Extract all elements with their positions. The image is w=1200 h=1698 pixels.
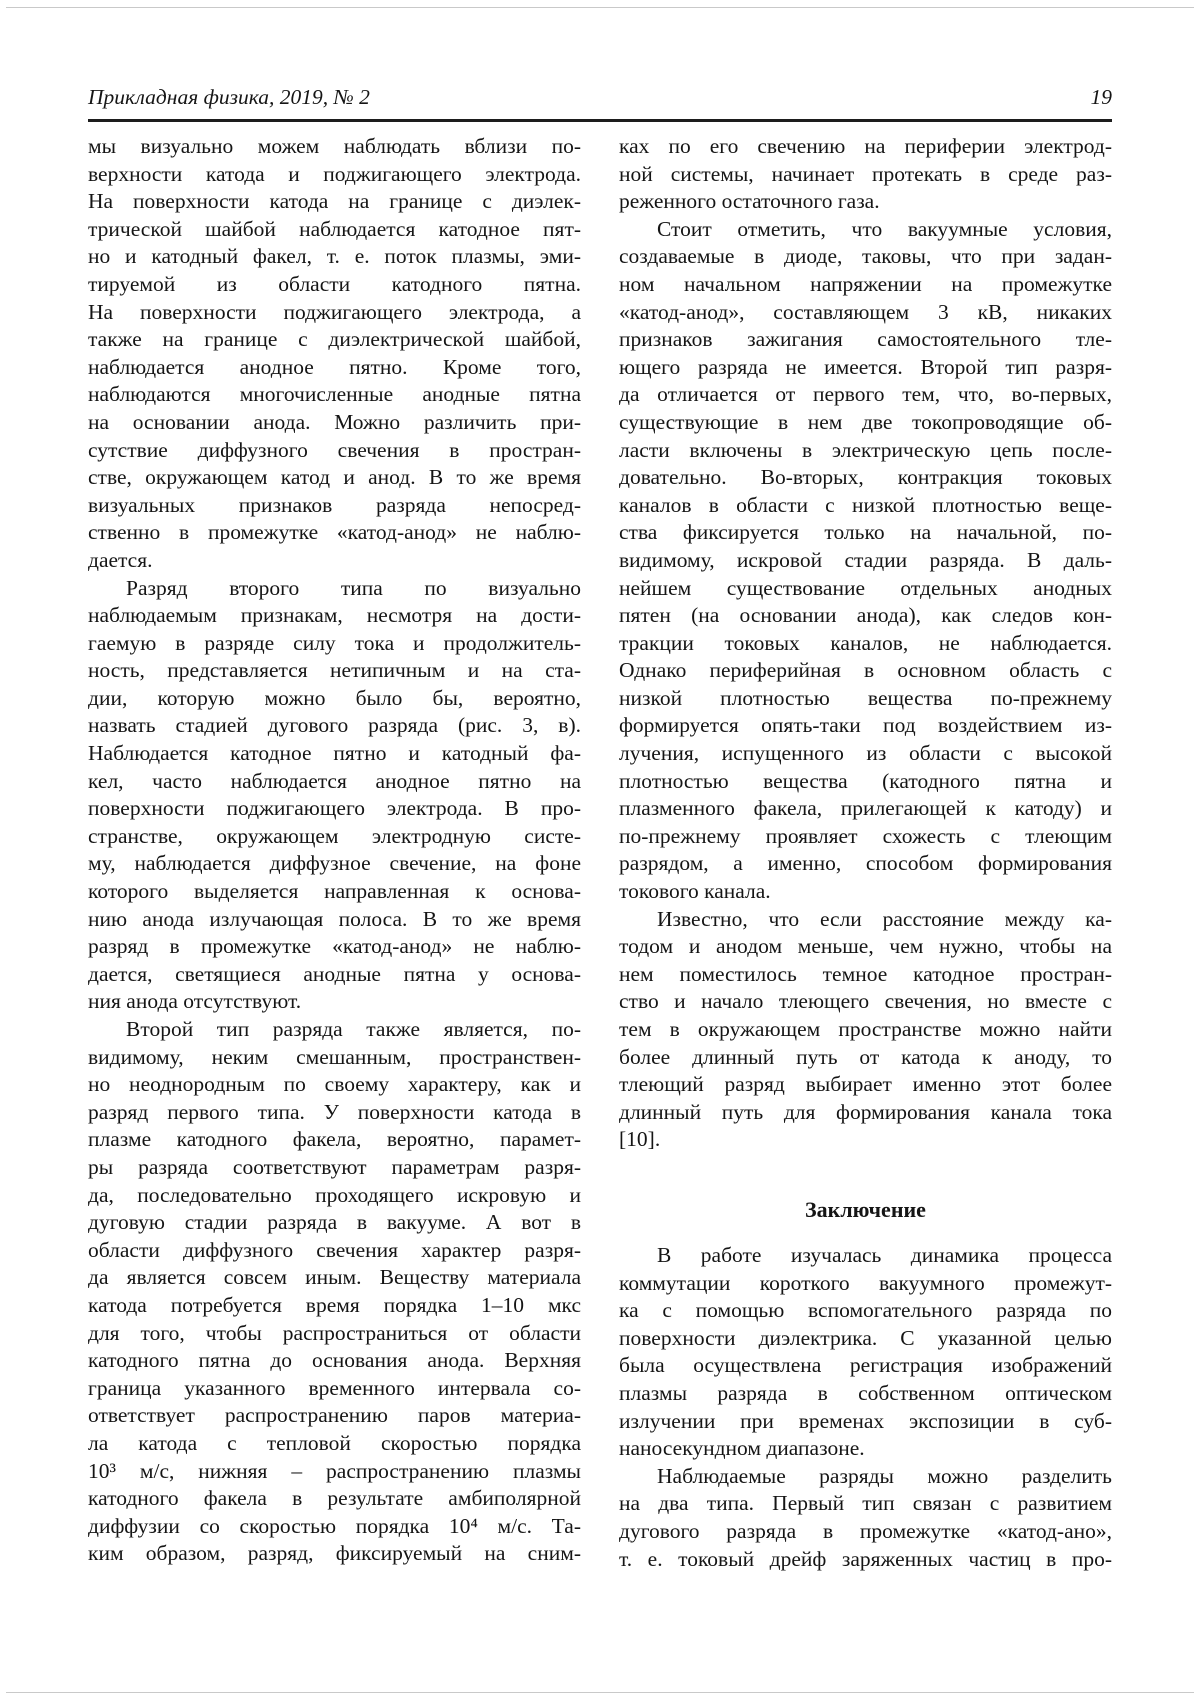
text-line: т. е. токовый дрейф заряженных частиц в про- [619,1546,1112,1571]
text-line: коммутации короткого вакуумного промежут- [619,1270,1112,1295]
text-line: На поверхности поджигающего электрода, а [88,299,581,324]
text-line: ласти включены в электрическую цепь после- [619,437,1112,462]
text-line: дуговую стадии разряда в вакууме. А вот в [88,1210,581,1235]
text-line: странстве, окружающем электродную систе- [88,823,581,848]
left-column [88,133,581,1573]
text-line: верхности катода и поджигающего электрода. [88,161,581,186]
text-line: по-прежнему проявляет схожесть с тлеющим [619,823,1112,848]
text-line: наносекундном диапазоне. [619,1436,865,1461]
text-line: плазме катодного факела, вероятно, парамет- [88,1127,581,1152]
text-line: дается, светящиеся анодные пятна у основа- [88,961,581,986]
text-line: ка с помощью вспомогательного разряда по [619,1298,1112,1323]
section-heading: Заключение [805,1196,926,1222]
text-line: токового канала. [619,879,771,904]
running-header [88,84,1112,110]
text-line: му, наблюдается диффузное свечение, на фоне [88,851,581,876]
text-line: существующие в нем две токопроводящие об- [619,409,1112,434]
text-line: поверхности диэлектрика. С указанной целью [619,1325,1112,1350]
page-number: 19 [1090,85,1112,109]
text-line: «катод-анод», составляющем 3 кВ, никаких [619,299,1112,324]
text-line: Однако периферийная в основном область с [619,658,1112,683]
text-line: стве, окружающем катод и анод. В то же время [88,465,581,490]
text-line: плазменного факела, прилегающей к катоду) и [619,796,1112,821]
text-line: да является совсем иным. Веществу материала [88,1265,581,1290]
text-line: видимому, неким смешанным, пространствен- [88,1044,581,1069]
text-line: тем в окружающем пространстве можно найти [619,1017,1112,1041]
text-line: нем поместилось темное катодное простран- [619,961,1112,986]
text-line: на основании анода. Можно различить при- [88,409,581,434]
text-line: ры разряда соответствуют параметрам разря- [88,1154,581,1179]
text-line: гаемую в разряде силу тока и продолжитель- [88,630,581,655]
text-line: которого выделяется направленная к основа- [88,879,581,904]
text-line: кел, часто наблюдается анодное пятно на [88,768,581,793]
text-line: да, последовательно проходящего искровую и [88,1182,581,1207]
text-line: Второй тип разряда также является, по- [126,1017,581,1041]
text-line: формируется опять-таки под воздействием из- [619,713,1112,738]
text-line: но и катодный факел, т. е. поток плазмы, эми- [88,244,581,269]
text-line: нию анода излучающая полоса. В то же время [88,906,581,931]
text-line: катодного пятна до основания анода. Верхняя [88,1348,581,1373]
text-line: сутствие диффузного свечения в простран- [88,437,581,462]
text-line: Наблюдается катодное пятно и катодный фа- [88,741,581,766]
text-line: Наблюдаемые разряды можно разделить [657,1463,1112,1488]
text-line: ответствует распространению паров материа- [88,1403,581,1428]
text-line: ния анода отсутствуют. [88,989,302,1014]
text-line: разрядом, а именно, способом формирования [619,851,1112,876]
text-line: пятен (на основании анода), как следов кон- [619,603,1112,628]
text-line: тракции токовых каналов, не наблюдается. [619,630,1112,655]
text-line: тодом и анодом меньше, чем нужно, чтобы на [619,934,1112,959]
text-line: граница указанного временного интервала со- [88,1375,581,1400]
text-line: нейшем существование отдельных анодных [619,575,1112,600]
text-line: Разряд второго типа по визуально [126,575,581,600]
text-line: катодного факела в результате амбиполярной [88,1486,581,1511]
right-column [619,133,1112,1573]
text-line: Стоит отметить, что вакуумные условия, [657,216,1112,241]
text-line: ства фиксируется только на начальной, по- [619,520,1112,545]
text-line: катода потребуется время порядка 1–10 мкс [88,1292,581,1317]
text-line: была осуществлена регистрация изображений [619,1353,1112,1378]
text-line: ственно в промежутке «катод-анод» не наблю- [88,520,581,545]
header-rule [88,119,1112,122]
text-line: ким образом, разряд, фиксируемый на сним- [88,1541,581,1566]
text-line: ках по его свечению на периферии электрод- [619,134,1112,158]
text-line: области диффузного свечения характер разря- [88,1237,581,1262]
text-line: создаваемые в диоде, таковы, что при задан- [619,244,1112,269]
text-line: назвать стадией дугового разряда (рис. 3, в). [88,713,581,738]
article-body [88,133,1112,1573]
text-line: визуальных признаков разряда непосред- [88,492,581,517]
text-line: поверхности поджигающего электрода. В про- [88,796,581,821]
text-line: тируемой из области катодного пятна. [88,271,581,296]
text-line: мы визуально можем наблюдать вблизи по- [88,134,581,158]
text-line: плотностью вещества (катодного пятна и [619,768,1112,793]
text-line: более длинный путь от катода к аноду, то [619,1044,1112,1069]
text-line: тлеющий разряд выбирает именно этот более [619,1072,1112,1097]
text-line: ном начальном напряжении на промежутке [619,271,1112,296]
text-line: плазмы разряда в собственном оптическом [619,1380,1112,1405]
text-line: длинный путь для формирования канала тока [619,1099,1112,1124]
text-line: диффузии со скоростью порядка 10⁴ м/с. Та- [88,1513,581,1538]
page-edge-top [6,7,1194,8]
text-line: но неоднородным по своему характеру, как и [88,1072,581,1097]
text-line: трической шайбой наблюдается катодное пят- [88,216,581,241]
text-line: на два типа. Первый тип связан с развитием [619,1491,1112,1516]
text-line: признаков зажигания самостоятельного тле- [619,327,1112,352]
text-line: также на границе с диэлектрической шайбой, [88,327,581,352]
text-line: довательно. Во-вторых, контракция токовых [619,465,1112,490]
text-line: ность, представляется нетипичным и на ста- [88,658,581,683]
text-line: наблюдаются многочисленные анодные пятна [88,382,581,407]
text-line: видимому, искровой стадии разряда. В даль- [619,547,1112,572]
text-line: низкой плотностью вещества по-прежнему [619,685,1112,710]
text-line: лучения, испущенного из области с высокой [619,741,1112,766]
text-line: да отличается от первого тем, что, во-первых, [619,382,1112,407]
journal-title: Прикладная физика, 2019, № 2 [88,85,370,109]
text-line: реженного остаточного газа. [619,189,880,214]
text-line: ющего разряда не имеется. Второй тип разря- [619,354,1112,379]
text-line: ной системы, начинает протекать в среде раз- [619,161,1112,186]
text-line: наблюдаемым признакам, несмотря на дости- [88,603,581,628]
text-line: В работе изучалась динамика процесса [657,1242,1112,1267]
text-line: дается. [88,547,153,572]
text-line: ла катода с тепловой скоростью порядка [88,1430,581,1455]
text-line: дугового разряда в промежутке «катод-ано», [619,1518,1112,1543]
text-line: излучении при временах экспозиции в суб- [619,1408,1112,1433]
text-line: Известно, что если расстояние между ка- [657,906,1112,931]
text-line: [10]. [619,1127,661,1152]
text-line: наблюдается анодное пятно. Кроме того, [88,354,581,379]
text-line: 10³ м/с, нижняя – распространению плазмы [88,1458,581,1483]
page-edge-bottom [6,1692,1194,1693]
text-line: дии, которую можно было бы, вероятно, [88,685,581,710]
text-line: ство и начало тлеющего свечения, но вместе с [619,989,1112,1014]
text-line: разряд первого типа. У поверхности катода в [88,1099,581,1124]
text-line: На поверхности катода на границе с диэлек- [88,189,581,214]
text-line: разряд в промежутке «катод-анод» не наблю- [88,934,581,959]
text-line: каналов в области с низкой плотностью веще- [619,492,1112,517]
text-line: для того, чтобы распространиться от области [88,1320,581,1345]
